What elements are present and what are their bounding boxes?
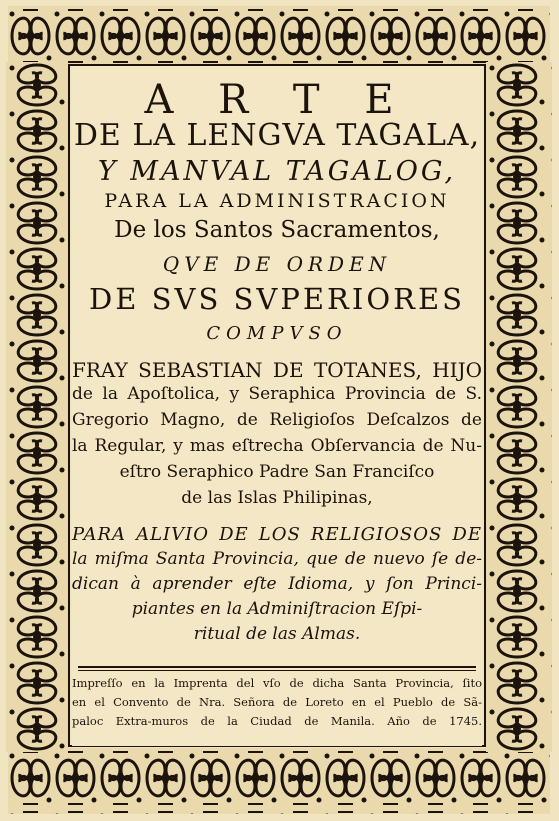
imprint-line: Impreſſo en la Imprenta del vſo de dicha Santa Provincia, ſito [72,676,482,690]
imprint-line: en el Convento de Nra. Señora de Loreto en el Pueblo de Sã- [72,695,482,709]
imprint-divider-thin [78,670,476,671]
title-para-administracion: PARA LA ADMINISTRACION [104,190,450,212]
author-line: de la Apoſtolica, y Seraphica Provincia de S. [72,384,482,404]
author-line: Gregorio Magno, de Religioſos Deſcalzos de [72,410,482,430]
ornament-border-top [8,6,550,66]
purpose-paragraph [72,526,482,651]
author-line: de las Islas Philipinas, [181,488,373,508]
purpose-line: dican à aprender eſte Idioma, y ſon Princi- [72,574,482,594]
ornament-border-left [6,62,68,752]
title-santos-sacramentos: De los Santos Sacramentos, [114,217,440,243]
imprint-divider [78,666,476,668]
author-line: FRAY SEBASTIAN DE TOTANES, HIJO [72,358,482,382]
purpose-line: ritual de las Almas. [193,624,361,644]
imprint [72,678,482,735]
author-line: eſtro Seraphico Padre San Franciſco [119,462,435,482]
purpose-line: piantes en la Adminiſtracion Eſpi- [131,599,423,619]
author-paragraph [72,360,482,516]
title-sus-superiores: DE SVS SVPERIORES [89,282,465,316]
ornament-border-bottom [8,748,550,814]
title-que-de-orden: QVE DE ORDEN [162,252,392,276]
title-manual-tagalog: Y MANVAL TAGALOG, [97,156,457,187]
title-lengua-tagala: DE LA LENGVA TAGALA, [73,118,481,153]
frame-rule-right [484,64,486,747]
title-compuso: COMPVSO [206,323,348,344]
title-arte: A R T E [144,77,410,123]
purpose-line: la miſma Santa Provincia, que de nuevo ſe de- [72,549,482,569]
author-line: la Regular, y mas eſtrecha Obſervancia de Nu- [72,436,482,456]
ornament-border-right [486,62,552,752]
imprint-line: paloc Extra-muros de la Ciudad de Manila. Año de 1745. [72,714,482,728]
purpose-line: PARA ALIVIO DE LOS RELIGIOSOS DE [72,524,482,545]
frame-rule-left [68,64,70,747]
